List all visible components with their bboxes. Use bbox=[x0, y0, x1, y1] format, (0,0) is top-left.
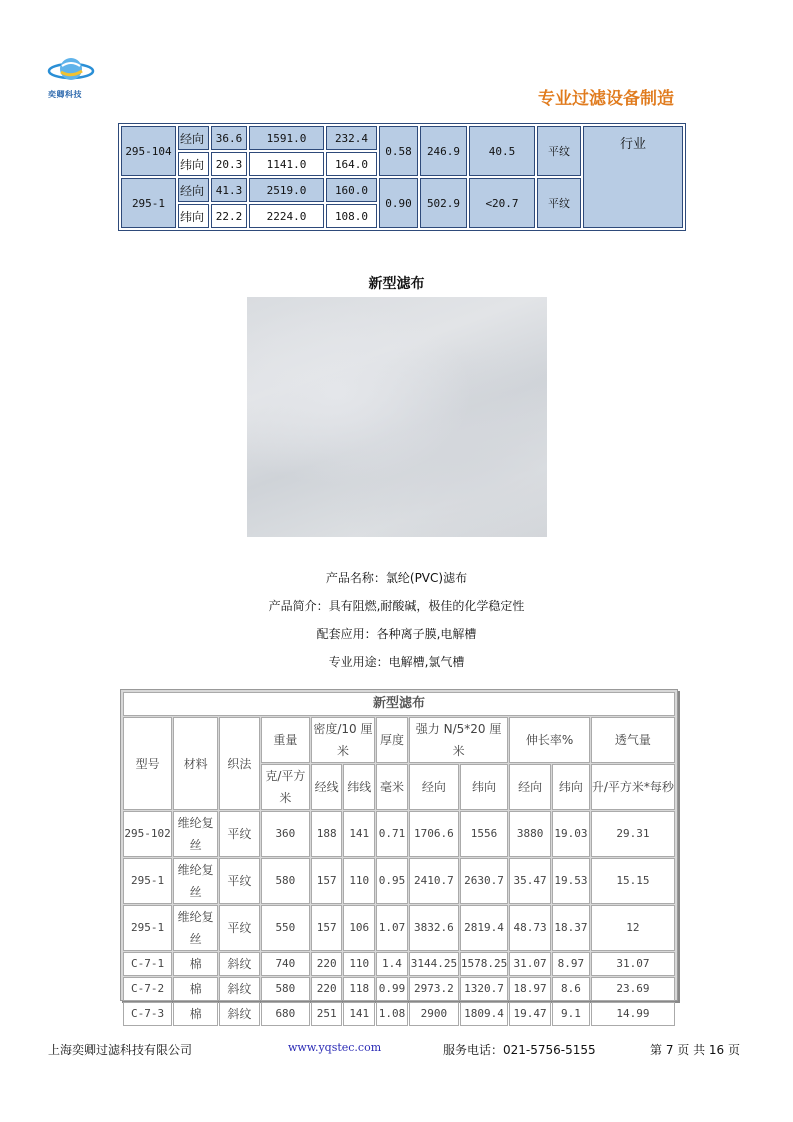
page-number: 第 7 页 共 16 页 bbox=[650, 1043, 740, 1057]
table-cell: 295-1 bbox=[123, 905, 172, 951]
weave-cell: 平纹 bbox=[537, 178, 581, 228]
table-cell: 19.53 bbox=[552, 858, 590, 904]
table-cell: 48.73 bbox=[509, 905, 551, 951]
header-cell: 厚度 bbox=[376, 717, 408, 763]
subheader-cell: 经向 bbox=[509, 764, 551, 810]
table-cell: 2410.7 bbox=[409, 858, 459, 904]
table-cell: 3832.6 bbox=[409, 905, 459, 951]
table-cell: 31.07 bbox=[591, 952, 675, 976]
table-row bbox=[123, 858, 675, 904]
table-cell: 1.4 bbox=[376, 952, 408, 976]
table-cell: 0.99 bbox=[376, 977, 408, 1001]
table-cell: 19.03 bbox=[552, 811, 590, 857]
product-application: 配套应用：各种离子膜,电解槽 bbox=[316, 627, 477, 641]
subheader-cell: 克/平方米 bbox=[261, 764, 310, 810]
table-cell: 110 bbox=[343, 858, 375, 904]
direction-cell: 纬向 bbox=[178, 204, 209, 228]
thickness-cell: 0.58 bbox=[379, 126, 418, 176]
table-cell: 棉 bbox=[173, 977, 218, 1001]
table-cell: 0.71 bbox=[376, 811, 408, 857]
weave-cell: 平纹 bbox=[537, 126, 581, 176]
table-cell: 0.95 bbox=[376, 858, 408, 904]
table-row bbox=[123, 977, 675, 1001]
table-cell: 18.37 bbox=[552, 905, 590, 951]
table-cell: 29.31 bbox=[591, 811, 675, 857]
direction-cell: 经向 bbox=[178, 178, 209, 202]
value-cell: 41.3 bbox=[211, 178, 247, 202]
table-cell: 220 bbox=[311, 952, 343, 976]
product-usage: 专业用途：电解槽,氯气槽 bbox=[328, 655, 465, 669]
table-cell: 157 bbox=[311, 858, 343, 904]
subheader-cell: 毫米 bbox=[376, 764, 408, 810]
table-cell: 18.97 bbox=[509, 977, 551, 1001]
table-cell: 平纹 bbox=[219, 811, 260, 857]
table-cell: 141 bbox=[343, 811, 375, 857]
header-tagline: 专业过滤设备制造 bbox=[538, 89, 674, 109]
table-cell: 2630.7 bbox=[460, 858, 508, 904]
model-cell: 295-1 bbox=[121, 178, 176, 228]
table-cell: 188 bbox=[311, 811, 343, 857]
header-cell: 透气量 bbox=[591, 717, 675, 763]
table-cell: 360 bbox=[261, 811, 310, 857]
table-cell: 8.6 bbox=[552, 977, 590, 1001]
table-cell: 295-102 bbox=[123, 811, 172, 857]
table-cell: 棉 bbox=[173, 1002, 218, 1026]
value-cell: 2519.0 bbox=[249, 178, 324, 202]
table-cell: 3880 bbox=[509, 811, 551, 857]
value-cell: 22.2 bbox=[211, 204, 247, 228]
table-cell: 8.97 bbox=[552, 952, 590, 976]
table-cell: 2973.2 bbox=[409, 977, 459, 1001]
table-cell: 580 bbox=[261, 977, 310, 1001]
header-cell: 密度/10 厘米 bbox=[311, 717, 375, 763]
table-cell: 2819.4 bbox=[460, 905, 508, 951]
table-cell: 1556 bbox=[460, 811, 508, 857]
table-row bbox=[121, 126, 683, 150]
model-cell: 295-104 bbox=[121, 126, 176, 176]
air-cell: <20.7 bbox=[469, 178, 535, 228]
table-cell: 维纶复丝 bbox=[173, 858, 218, 904]
section-title: 新型滤布 bbox=[368, 276, 425, 292]
table-cell: 23.69 bbox=[591, 977, 675, 1001]
value-cell: 2224.0 bbox=[249, 204, 324, 228]
table-caption: 新型滤布 bbox=[123, 692, 675, 716]
subheader-cell: 经线 bbox=[311, 764, 343, 810]
table-cell: 106 bbox=[343, 905, 375, 951]
subheader-cell: 纬向 bbox=[460, 764, 508, 810]
header-cell: 重量 bbox=[261, 717, 310, 763]
table-cell: 295-1 bbox=[123, 858, 172, 904]
value-cell: 108.0 bbox=[326, 204, 377, 228]
spec-table bbox=[122, 691, 676, 1027]
direction-cell: 经向 bbox=[178, 126, 209, 150]
spec-table-frame bbox=[120, 689, 678, 1021]
value-cell: 232.4 bbox=[326, 126, 377, 150]
table-cell: 251 bbox=[311, 1002, 343, 1026]
weight-cell: 246.9 bbox=[420, 126, 467, 176]
table-cell: 19.47 bbox=[509, 1002, 551, 1026]
thickness-cell: 0.90 bbox=[379, 178, 418, 228]
header-cell: 伸长率% bbox=[509, 717, 590, 763]
table-cell: 9.1 bbox=[552, 1002, 590, 1026]
table-cell: 157 bbox=[311, 905, 343, 951]
table-cell: 斜纹 bbox=[219, 1002, 260, 1026]
table-header-row bbox=[123, 717, 675, 763]
table-cell: 平纹 bbox=[219, 858, 260, 904]
table-cell: 平纹 bbox=[219, 905, 260, 951]
air-cell: 40.5 bbox=[469, 126, 535, 176]
table-cell: 141 bbox=[343, 1002, 375, 1026]
value-cell: 160.0 bbox=[326, 178, 377, 202]
table-cell: 110 bbox=[343, 952, 375, 976]
table-cell: 棉 bbox=[173, 952, 218, 976]
value-cell: 1141.0 bbox=[249, 152, 324, 176]
table-cell: C-7-3 bbox=[123, 1002, 172, 1026]
product-name: 产品名称：氯纶(PVC)滤布 bbox=[325, 571, 468, 585]
table-cell: 740 bbox=[261, 952, 310, 976]
weight-cell: 502.9 bbox=[420, 178, 467, 228]
table-row bbox=[123, 811, 675, 857]
table-cell: 118 bbox=[343, 977, 375, 1001]
top-spec-table bbox=[118, 123, 686, 231]
value-cell: 164.0 bbox=[326, 152, 377, 176]
header-cell: 强力 N/5*20 厘米 bbox=[409, 717, 508, 763]
table-cell: 14.99 bbox=[591, 1002, 675, 1026]
table-cell: 1.07 bbox=[376, 905, 408, 951]
logo-text: 奕卿科技 bbox=[48, 90, 82, 99]
table-cell: 1.08 bbox=[376, 1002, 408, 1026]
table-cell: C-7-1 bbox=[123, 952, 172, 976]
header-cell: 材料 bbox=[173, 717, 218, 810]
industry-cell: 行业 bbox=[583, 126, 683, 228]
table-cell: 2900 bbox=[409, 1002, 459, 1026]
table-cell: 1578.25 bbox=[460, 952, 508, 976]
direction-cell: 纬向 bbox=[178, 152, 209, 176]
value-cell: 36.6 bbox=[211, 126, 247, 150]
value-cell: 1591.0 bbox=[249, 126, 324, 150]
table-cell: 1320.7 bbox=[460, 977, 508, 1001]
table-row bbox=[123, 905, 675, 951]
table-cell: 15.15 bbox=[591, 858, 675, 904]
table-cell: 斜纹 bbox=[219, 977, 260, 1001]
table-cell: 1706.6 bbox=[409, 811, 459, 857]
subheader-cell: 经向 bbox=[409, 764, 459, 810]
table-cell: 3144.25 bbox=[409, 952, 459, 976]
subheader-cell: 纬向 bbox=[552, 764, 590, 810]
table-cell: 12 bbox=[591, 905, 675, 951]
footer-company: 上海奕卿过滤科技有限公司 bbox=[48, 1043, 193, 1057]
filter-cloth-photo bbox=[247, 297, 547, 537]
table-cell: 220 bbox=[311, 977, 343, 1001]
table-cell: 31.07 bbox=[509, 952, 551, 976]
table-row bbox=[123, 1002, 675, 1026]
table-cell: 斜纹 bbox=[219, 952, 260, 976]
table-cell: 680 bbox=[261, 1002, 310, 1026]
header-cell: 型号 bbox=[123, 717, 172, 810]
subheader-cell: 纬线 bbox=[343, 764, 375, 810]
header-cell: 织法 bbox=[219, 717, 260, 810]
table-row bbox=[123, 952, 675, 976]
subheader-cell: 升/平方米*每秒 bbox=[591, 764, 675, 810]
footer-phone: 服务电话：021-5756-5155 bbox=[443, 1043, 596, 1057]
value-cell: 20.3 bbox=[211, 152, 247, 176]
table-cell: C-7-2 bbox=[123, 977, 172, 1001]
footer-website-link[interactable]: www.yqstec.com bbox=[288, 1041, 382, 1054]
table-cell: 1809.4 bbox=[460, 1002, 508, 1026]
table-cell: 35.47 bbox=[509, 858, 551, 904]
table-cell: 550 bbox=[261, 905, 310, 951]
table-cell: 维纶复丝 bbox=[173, 811, 218, 857]
table-cell: 580 bbox=[261, 858, 310, 904]
product-intro: 产品简介：具有阻燃,耐酸碱，极佳的化学稳定性 bbox=[268, 599, 525, 613]
table-cell: 维纶复丝 bbox=[173, 905, 218, 951]
